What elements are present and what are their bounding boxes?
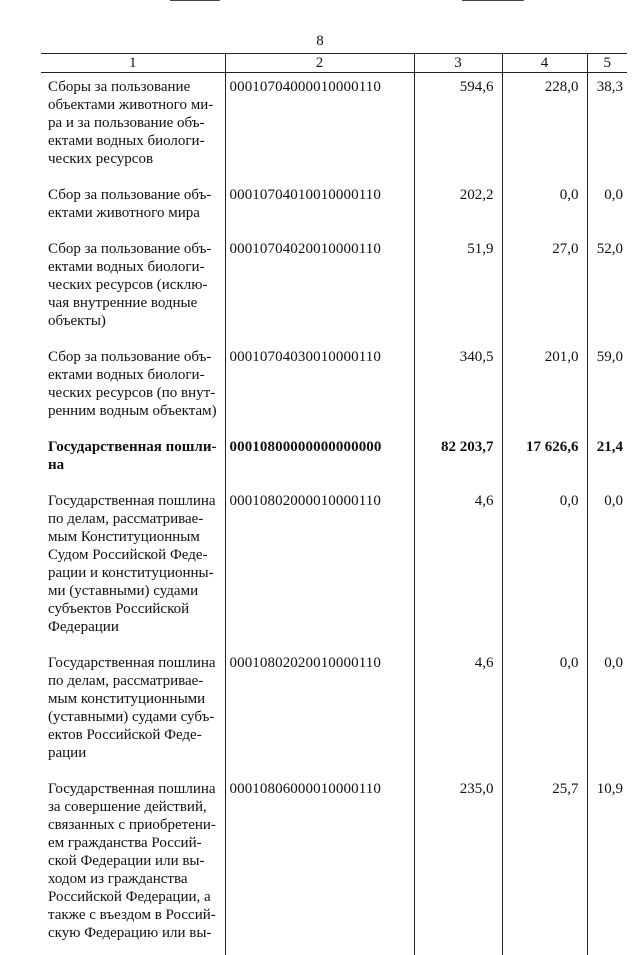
row-value-col4: 25,7	[502, 775, 587, 955]
row-name: Государственная пошли- на	[48, 439, 217, 473]
row-code: 00010800000000000000	[225, 433, 414, 487]
row-code: 00010802020010000110	[225, 649, 414, 775]
header-col-2: 2	[225, 54, 414, 73]
header-row	[41, 54, 627, 73]
row-value-col3: 4,6	[414, 487, 502, 649]
row-value-col3: 82 203,7	[414, 433, 502, 487]
row-value-col5: 0,0	[587, 649, 627, 775]
table-row	[41, 343, 627, 433]
table-row	[41, 235, 627, 343]
header-col-3: 3	[414, 54, 502, 73]
scan-edge-mark-right	[462, 0, 524, 1]
row-code: 00010704030010000110	[225, 343, 414, 433]
row-name: Государственная пошлина за совершение действий, связанных с приобретени- ем гражданства Россий- ской Федерации или вы- ходом из гражданства Российской Федерации, а также с въездом в Россий- скую Федерацию или вы-	[48, 781, 216, 941]
row-value-col3: 51,9	[414, 235, 502, 343]
table-row	[41, 73, 627, 182]
row-value-col5: 0,0	[587, 181, 627, 235]
row-value-col4: 228,0	[502, 73, 587, 182]
budget-table	[41, 53, 627, 955]
row-name: Сбор за пользование объ- ектами водных биологи- ческих ресурсов (по внут- ренним водным объектам)	[48, 349, 217, 419]
row-name: Сбор за пользование объ- ектами животного мира	[48, 187, 212, 221]
scan-edge-mark-left	[170, 0, 220, 1]
header-col-4: 4	[502, 54, 587, 73]
row-value-col4: 17 626,6	[502, 433, 587, 487]
row-value-col4: 201,0	[502, 343, 587, 433]
row-name: Сбор за пользование объ- ектами водных биологи- ческих ресурсов (исклю- чая внутренние водные объекты)	[48, 241, 212, 329]
row-value-col5: 52,0	[587, 235, 627, 343]
table-row	[41, 775, 627, 955]
row-value-col5: 10,9	[587, 775, 627, 955]
page-number: 8	[316, 33, 324, 49]
row-value-col4: 0,0	[502, 181, 587, 235]
table-row	[41, 487, 627, 649]
row-value-col3: 340,5	[414, 343, 502, 433]
row-value-col3: 202,2	[414, 181, 502, 235]
row-code: 00010806000010000110	[225, 775, 414, 955]
row-value-col5: 38,3	[587, 73, 627, 182]
row-value-col4: 27,0	[502, 235, 587, 343]
row-value-col5: 0,0	[587, 487, 627, 649]
row-code: 00010704020010000110	[225, 235, 414, 343]
table-row	[41, 181, 627, 235]
row-name: Государственная пошлина по делам, рассматривае- мым Конституционным Судом Российской Феде- рации и конституционны- ми (уставными) судами субъектов Российской Федерации	[48, 493, 216, 635]
table-row	[41, 649, 627, 775]
row-value-col3: 235,0	[414, 775, 502, 955]
header-col-1: 1	[41, 54, 225, 73]
row-value-col3: 4,6	[414, 649, 502, 775]
table-row-section-total	[41, 433, 627, 487]
row-value-col4: 0,0	[502, 487, 587, 649]
header-col-5: 5	[587, 54, 627, 73]
row-code: 00010704010010000110	[225, 181, 414, 235]
row-value-col3: 594,6	[414, 73, 502, 182]
row-value-col4: 0,0	[502, 649, 587, 775]
row-value-col5: 59,0	[587, 343, 627, 433]
row-value-col5: 21,4	[587, 433, 627, 487]
row-code: 00010802000010000110	[225, 487, 414, 649]
row-code: 00010704000010000110	[225, 73, 414, 182]
row-name: Сборы за пользование объектами животного ми- ра и за пользование объ- ектами водных биологи- ческих ресурсов	[48, 79, 214, 167]
row-name: Государственная пошлина по делам, рассматривае- мым конституционными (уставными) судами субъ- ектов Российской Феде- рации	[48, 655, 216, 761]
